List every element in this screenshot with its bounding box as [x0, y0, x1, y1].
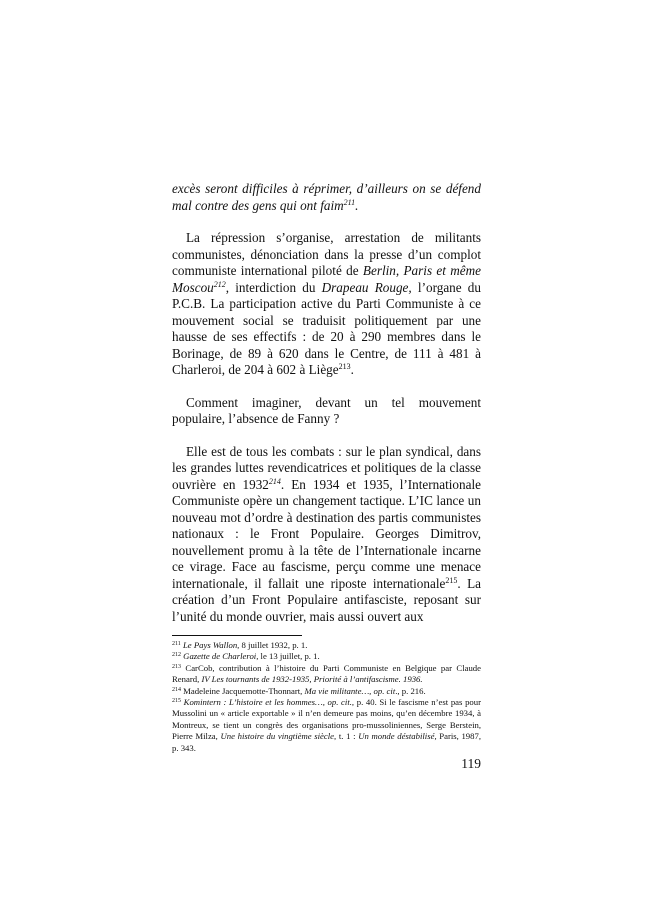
- footnote: [172, 686, 481, 697]
- paragraph: [172, 395, 481, 428]
- text-run: [305, 686, 396, 696]
- footnote-reference: [269, 477, 281, 486]
- italic-text: Gazette de Charleroi: [183, 651, 257, 662]
- text-run: , p. 40. Si le fascisme n’est pas pour Mussolini un « article exportable » il n’en demeure pas moins, qu’en décembre 1934, à Montreux, se tient un congrès des organisations pro-mussoliniennes, Serge Berstein, Pierre Milza,: [172, 697, 481, 742]
- text-run: Comment imaginer, devant un tel mouvement populaire, l’absence de Fanny ?: [172, 394, 481, 426]
- italic-text: Berlin, Paris et même Moscou: [172, 263, 481, 295]
- text-run: . En 1934 et 1935, l’Internationale Communiste opère un changement tactique. L’IC lance un nouveau mot d’ordre à destination des partis communistes nationaux : le Front Populaire. Georges Dimitrov, nouvellement promu à la tête de l’Internationale incarne ce virage. Face au fascisme, perçu comme une menace internationale, il fallait une riposte internationale: [172, 476, 481, 591]
- text-run: [183, 640, 237, 650]
- text-run: [172, 181, 481, 213]
- footnote-number: 213: [172, 663, 181, 670]
- footnote-reference: 213: [338, 362, 351, 371]
- italic-text: Ma vie militante…, op. cit: [304, 685, 396, 696]
- text-run: , le 13 juillet, p. 1.: [256, 651, 320, 662]
- text-run: .: [350, 362, 354, 377]
- text-run: [355, 198, 358, 213]
- italic-text: Le Pays Wallon: [182, 640, 238, 650]
- text-run: , interdiction du: [225, 279, 322, 295]
- text-run: [358, 731, 434, 741]
- text-run: l’organe du P.C.B. La participation active du Parti Communiste à ce mouvement social se traduisit politiquement par une hausse de ses effectifs : de 20 à 290 membres dans le Borinage, de 89 à 620 dans le Centre, de 111 à 481 à Charleroi, de 204 à 602 à Liège: [172, 279, 481, 377]
- footnote: [172, 640, 481, 651]
- paragraph: [172, 230, 481, 379]
- footnote-separator: [172, 635, 302, 636]
- footnote-reference: [344, 198, 355, 207]
- text-run: [184, 697, 352, 707]
- text-run: , 8 juillet 1932, p. 1.: [237, 640, 308, 650]
- body-text: [172, 181, 481, 625]
- footnote: [172, 651, 481, 662]
- footnote-number: 215: [172, 698, 181, 705]
- footnote-reference: 214: [268, 476, 281, 486]
- text-run: ., p. 216.: [395, 685, 426, 696]
- footnote-number: 212: [172, 652, 181, 659]
- footnote-reference: 212: [213, 279, 226, 289]
- footnote-reference: [214, 280, 226, 289]
- text-run: , Paris, 1987, p. 343.: [172, 731, 482, 753]
- italic-text: Une histoire du vingtième siècle: [220, 731, 335, 742]
- paragraph: [172, 181, 481, 214]
- text-run: [322, 280, 412, 295]
- text-run: [183, 651, 256, 661]
- text-run: [221, 731, 335, 741]
- footnote-number: 211: [172, 641, 181, 647]
- text-run: , t. 1 :: [334, 731, 359, 742]
- footnote-number: 214: [172, 686, 181, 693]
- text-run: CarCob, contribution à l’histoire du Parti Communiste en Belgique par Claude Renard,: [172, 662, 482, 685]
- text-run: . La création d’un Front Populaire antifasciste, reposant sur l’unité du monde ouvrier, mais aussi ouvert aux: [172, 575, 481, 624]
- text-run: [201, 674, 422, 684]
- italic-text: Drapeau Rouge,: [321, 279, 412, 295]
- page-number: 119: [461, 756, 481, 771]
- italic-text: excès seront difficiles à réprimer, d’ailleurs on se défend mal contre des gens qui ont faim: [172, 181, 481, 213]
- footnote-reference: 211: [343, 197, 356, 207]
- footnote-reference: 215: [445, 575, 458, 585]
- footnote: [172, 663, 481, 686]
- text-run: Elle est de tous les combats : sur le plan syndical, dans les grandes luttes revendicatrices et politiques de la classe ouvrière en 1932: [172, 443, 481, 492]
- italic-text: IV Les tournants de 1932-1935, Priorité à l’antifascisme. 1936.: [201, 674, 423, 685]
- text-run: La répression s’organise, arrestation de militants communistes, dénonciation dans la presse d’un complot communiste international piloté de: [172, 230, 481, 278]
- page-content: [172, 181, 481, 754]
- text-run: Madeleine Jacquemotte-Thonnart,: [183, 685, 305, 696]
- footnotes: [172, 640, 481, 754]
- italic-text: Komintern : L’histoire et les hommes…, op. cit.: [183, 697, 352, 708]
- footnote: [172, 697, 481, 754]
- italic-text: Un monde déstabilisé: [358, 731, 435, 742]
- paragraph: [172, 444, 481, 626]
- italic-text: .: [355, 197, 359, 213]
